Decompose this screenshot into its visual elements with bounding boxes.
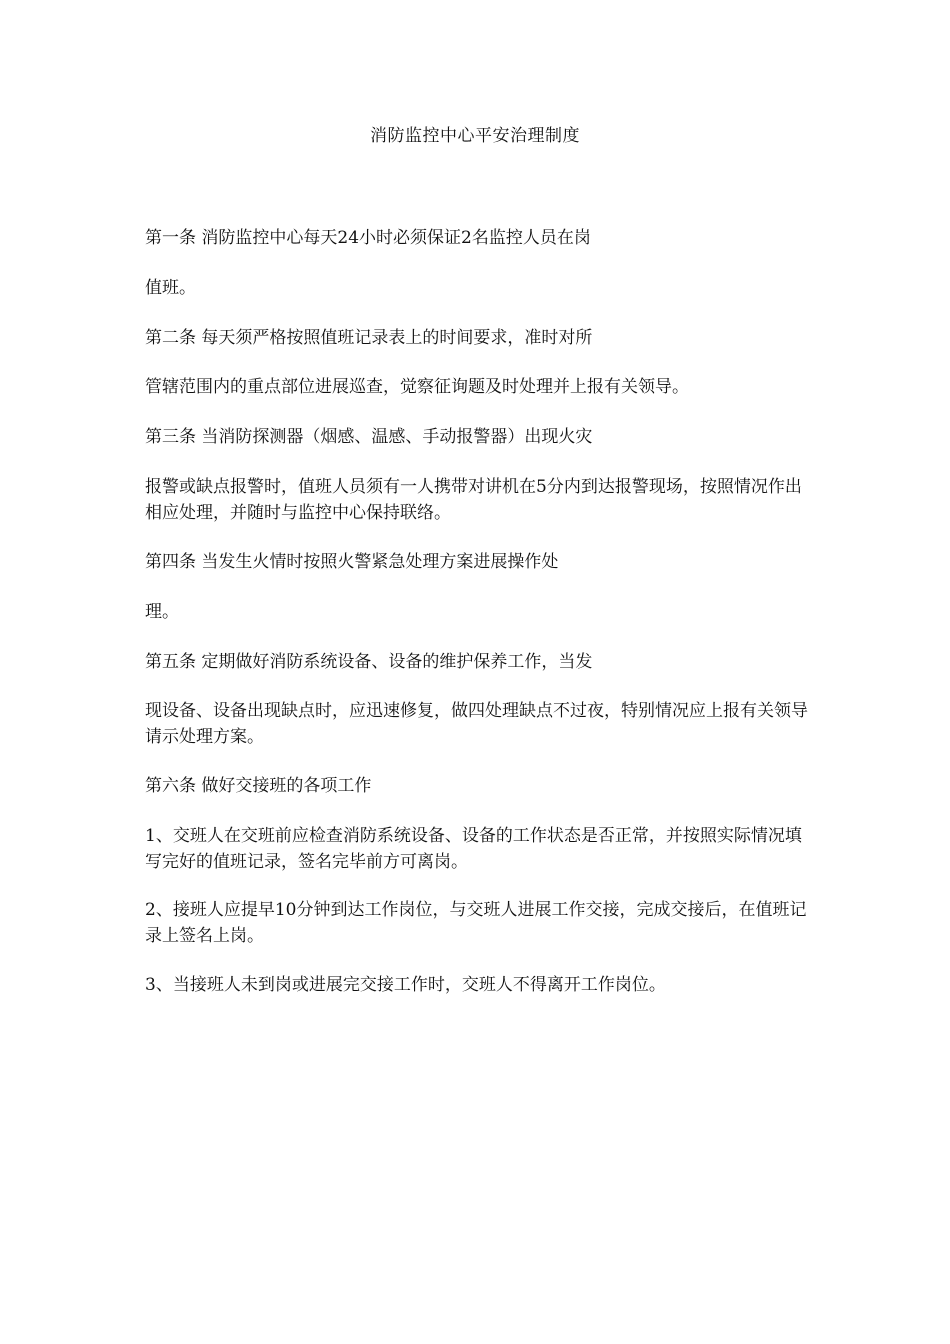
paragraph-article-5-cont: 现设备、设备出现缺点时，应迅速修复，做四处理缺点不过夜，特别情况应上报有关领导请示处理方案。 [145, 701, 808, 747]
paragraph-article-2: 第二条 每天须严格按照值班记录表上的时间要求，准时对所 [145, 328, 593, 348]
list-item-handover-2: 2、接班人应提早10分钟到达工作岗位，与交班人进展工作交接，完成交接后，在值班记录上签名上岗。 [145, 900, 807, 946]
list-item-handover-1: 1、交班人在交班前应检查消防系统设备、设备的工作状态是否正常，并按照实际情况填写完好的值班记录，签名完毕前方可离岗。 [145, 826, 802, 872]
paragraph-article-1-cont: 值班。 [145, 278, 196, 298]
paragraph-article-2-cont: 管辖范围内的重点部位进展巡查，觉察征询题及时处理并上报有关领导。 [145, 377, 689, 397]
paragraph-article-5: 第五条 定期做好消防系统设备、设备的维护保养工作，当发 [145, 652, 593, 672]
paragraph-article-3-cont: 报警或缺点报警时，值班人员须有一人携带对讲机在5分内到达报警现场，按照情况作出相应处理，并随时与监控中心保持联络。 [145, 477, 802, 523]
paragraph-article-4: 第四条 当发生火情时按照火警紧急处理方案进展操作处 [145, 552, 559, 572]
paragraph-article-6: 第六条 做好交接班的各项工作 [145, 776, 372, 796]
paragraph-article-3: 第三条 当消防探测器（烟感、温感、手动报警器）出现火灾 [145, 427, 593, 447]
paragraph-article-4-cont: 理。 [145, 602, 179, 622]
list-item-handover-3: 3、当接班人未到岗或进展完交接工作时，交班人不得离开工作岗位。 [145, 975, 666, 995]
paragraph-article-1: 第一条 消防监控中心每天24小时必须保证2名监控人员在岗 [145, 228, 591, 248]
document-title: 消防监控中心平安治理制度 [370, 126, 580, 146]
